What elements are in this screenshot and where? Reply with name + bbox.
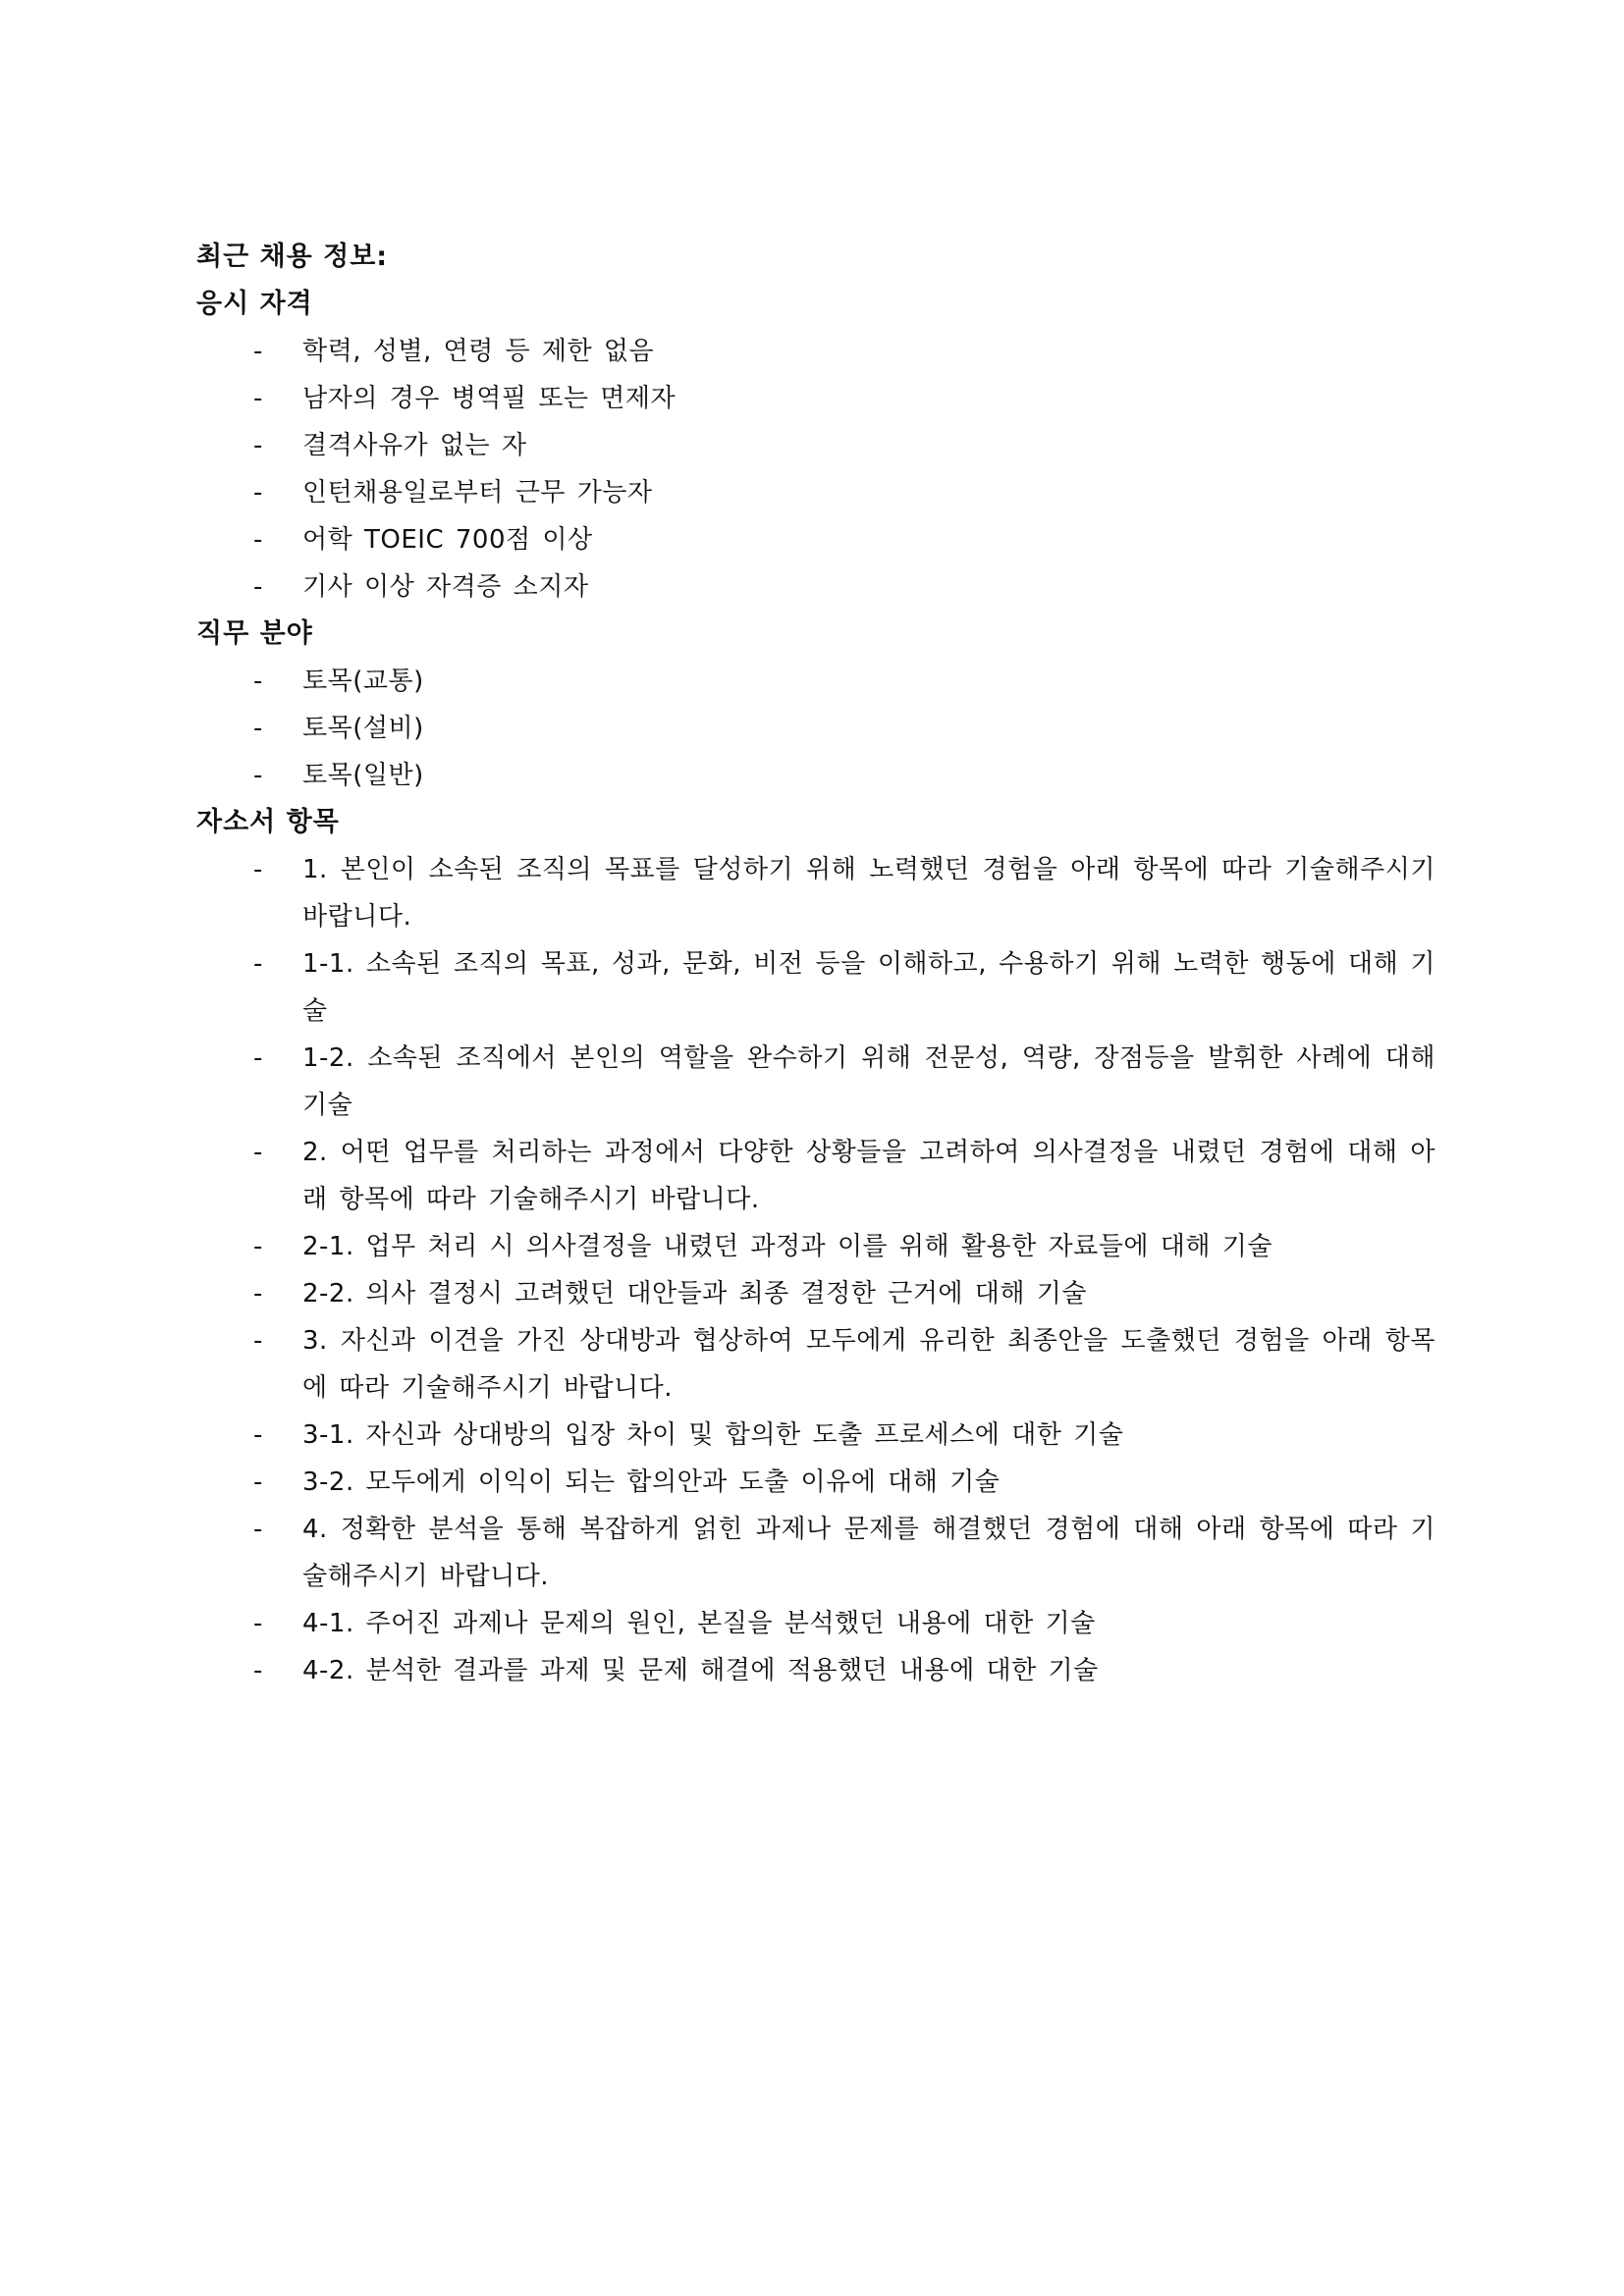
essay-question-list bbox=[196, 846, 1435, 1694]
list-item bbox=[196, 705, 1435, 752]
bullet-dash: - bbox=[253, 855, 263, 884]
job-field-list bbox=[196, 658, 1435, 799]
list-item-text: 4-1. 주어진 과제나 문제의 원인, 본질을 분석했던 내용에 대한 기술 bbox=[302, 1609, 1096, 1638]
list-item bbox=[196, 1129, 1435, 1223]
list-item bbox=[196, 1459, 1435, 1506]
list-item-text: 3-2. 모두에게 이익이 되는 합의안과 도출 이유에 대해 기술 bbox=[302, 1468, 1001, 1497]
bullet-dash: - bbox=[253, 1609, 263, 1638]
list-item-text: 토목(설비) bbox=[302, 714, 424, 743]
section-heading: 직무 분야 bbox=[196, 618, 313, 649]
list-item-text: 2-2. 의사 결정시 고려했던 대안들과 최종 결정한 근거에 대해 기술 bbox=[302, 1279, 1088, 1308]
list-item bbox=[196, 375, 1435, 422]
list-item bbox=[196, 516, 1435, 563]
bullet-dash: - bbox=[253, 1279, 263, 1308]
section-heading: 응시 자격 bbox=[196, 289, 313, 319]
bullet-dash: - bbox=[253, 714, 263, 743]
list-item-text: 토목(일반) bbox=[302, 761, 424, 790]
qualification-list bbox=[196, 328, 1435, 611]
bullet-dash: - bbox=[253, 1420, 263, 1450]
list-item-text: 토목(교통) bbox=[302, 667, 424, 696]
section-qualifications bbox=[196, 281, 1435, 611]
list-item bbox=[196, 1647, 1435, 1694]
list-item bbox=[196, 469, 1435, 516]
list-item-text: 어학 TOEIC 700점 이상 bbox=[302, 525, 593, 555]
bullet-dash: - bbox=[253, 667, 263, 696]
bullet-dash: - bbox=[253, 1138, 263, 1167]
list-item-text: 2. 어떤 업무를 처리하는 과정에서 다양한 상황들을 고려하여 의사결정을 내렸던 경험에 대해 아래 항목에 따라 기술해주시기 바랍니다. bbox=[302, 1138, 1435, 1214]
list-item bbox=[196, 328, 1435, 375]
bullet-dash: - bbox=[253, 1326, 263, 1356]
section-essay-questions bbox=[196, 799, 1435, 1694]
list-item-text: 1. 본인이 소속된 조직의 목표를 달성하기 위해 노력했던 경험을 아래 항목에 따라 기술해주시기 바랍니다. bbox=[302, 855, 1435, 932]
list-item-text: 결격사유가 없는 자 bbox=[302, 431, 527, 460]
bullet-dash: - bbox=[253, 384, 263, 413]
section-job-fields bbox=[196, 611, 1435, 799]
list-item bbox=[196, 1506, 1435, 1600]
list-item bbox=[196, 940, 1435, 1035]
list-item bbox=[196, 846, 1435, 940]
list-item-text: 1-1. 소속된 조직의 목표, 성과, 문화, 비전 등을 이해하고, 수용하기 위해 노력한 행동에 대해 기술 bbox=[302, 949, 1435, 1026]
list-item-text: 학력, 성별, 연령 등 제한 없음 bbox=[302, 337, 655, 366]
bullet-dash: - bbox=[253, 478, 263, 507]
bullet-dash: - bbox=[253, 1468, 263, 1497]
list-item bbox=[196, 1600, 1435, 1647]
document-title: 최근 채용 정보: bbox=[196, 241, 389, 272]
list-item-text: 4. 정확한 분석을 통해 복잡하게 얽힌 과제나 문제를 해결했던 경험에 대해 아래 항목에 따라 기술해주시기 바랍니다. bbox=[302, 1515, 1435, 1591]
list-item-text: 3. 자신과 이견을 가진 상대방과 협상하여 모두에게 유리한 최종안을 도출했던 경험을 아래 항목에 따라 기술해주시기 바랍니다. bbox=[302, 1326, 1435, 1403]
list-item bbox=[196, 1270, 1435, 1317]
list-item-text: 1-2. 소속된 조직에서 본인의 역할을 완수하기 위해 전문성, 역량, 장점등을 발휘한 사례에 대해 기술 bbox=[302, 1043, 1435, 1120]
list-item bbox=[196, 1317, 1435, 1412]
bullet-dash: - bbox=[253, 525, 263, 555]
list-item bbox=[196, 1223, 1435, 1270]
bullet-dash: - bbox=[253, 431, 263, 460]
bullet-dash: - bbox=[253, 761, 263, 790]
list-item bbox=[196, 752, 1435, 799]
list-item-text: 3-1. 자신과 상대방의 입장 차이 및 합의한 도출 프로세스에 대한 기술 bbox=[302, 1420, 1124, 1450]
list-item bbox=[196, 563, 1435, 611]
bullet-dash: - bbox=[253, 572, 263, 602]
bullet-dash: - bbox=[253, 949, 263, 979]
list-item-text: 4-2. 분석한 결과를 과제 및 문제 해결에 적용했던 내용에 대한 기술 bbox=[302, 1656, 1099, 1685]
bullet-dash: - bbox=[253, 1232, 263, 1261]
section-heading: 자소서 항목 bbox=[196, 807, 340, 837]
list-item bbox=[196, 1035, 1435, 1129]
list-item bbox=[196, 658, 1435, 705]
bullet-dash: - bbox=[253, 1515, 263, 1544]
list-item-text: 기사 이상 자격증 소지자 bbox=[302, 572, 589, 602]
list-item-text: 남자의 경우 병역필 또는 면제자 bbox=[302, 384, 677, 413]
list-item bbox=[196, 1412, 1435, 1459]
bullet-dash: - bbox=[253, 1043, 263, 1073]
bullet-dash: - bbox=[253, 1656, 263, 1685]
bullet-dash: - bbox=[253, 337, 263, 366]
list-item-text: 인턴채용일로부터 근무 가능자 bbox=[302, 478, 653, 507]
list-item-text: 2-1. 업무 처리 시 의사결정을 내렸던 과정과 이를 위해 활용한 자료들에 대해 기술 bbox=[302, 1232, 1273, 1261]
document-content bbox=[196, 234, 1435, 1694]
list-item bbox=[196, 422, 1435, 469]
